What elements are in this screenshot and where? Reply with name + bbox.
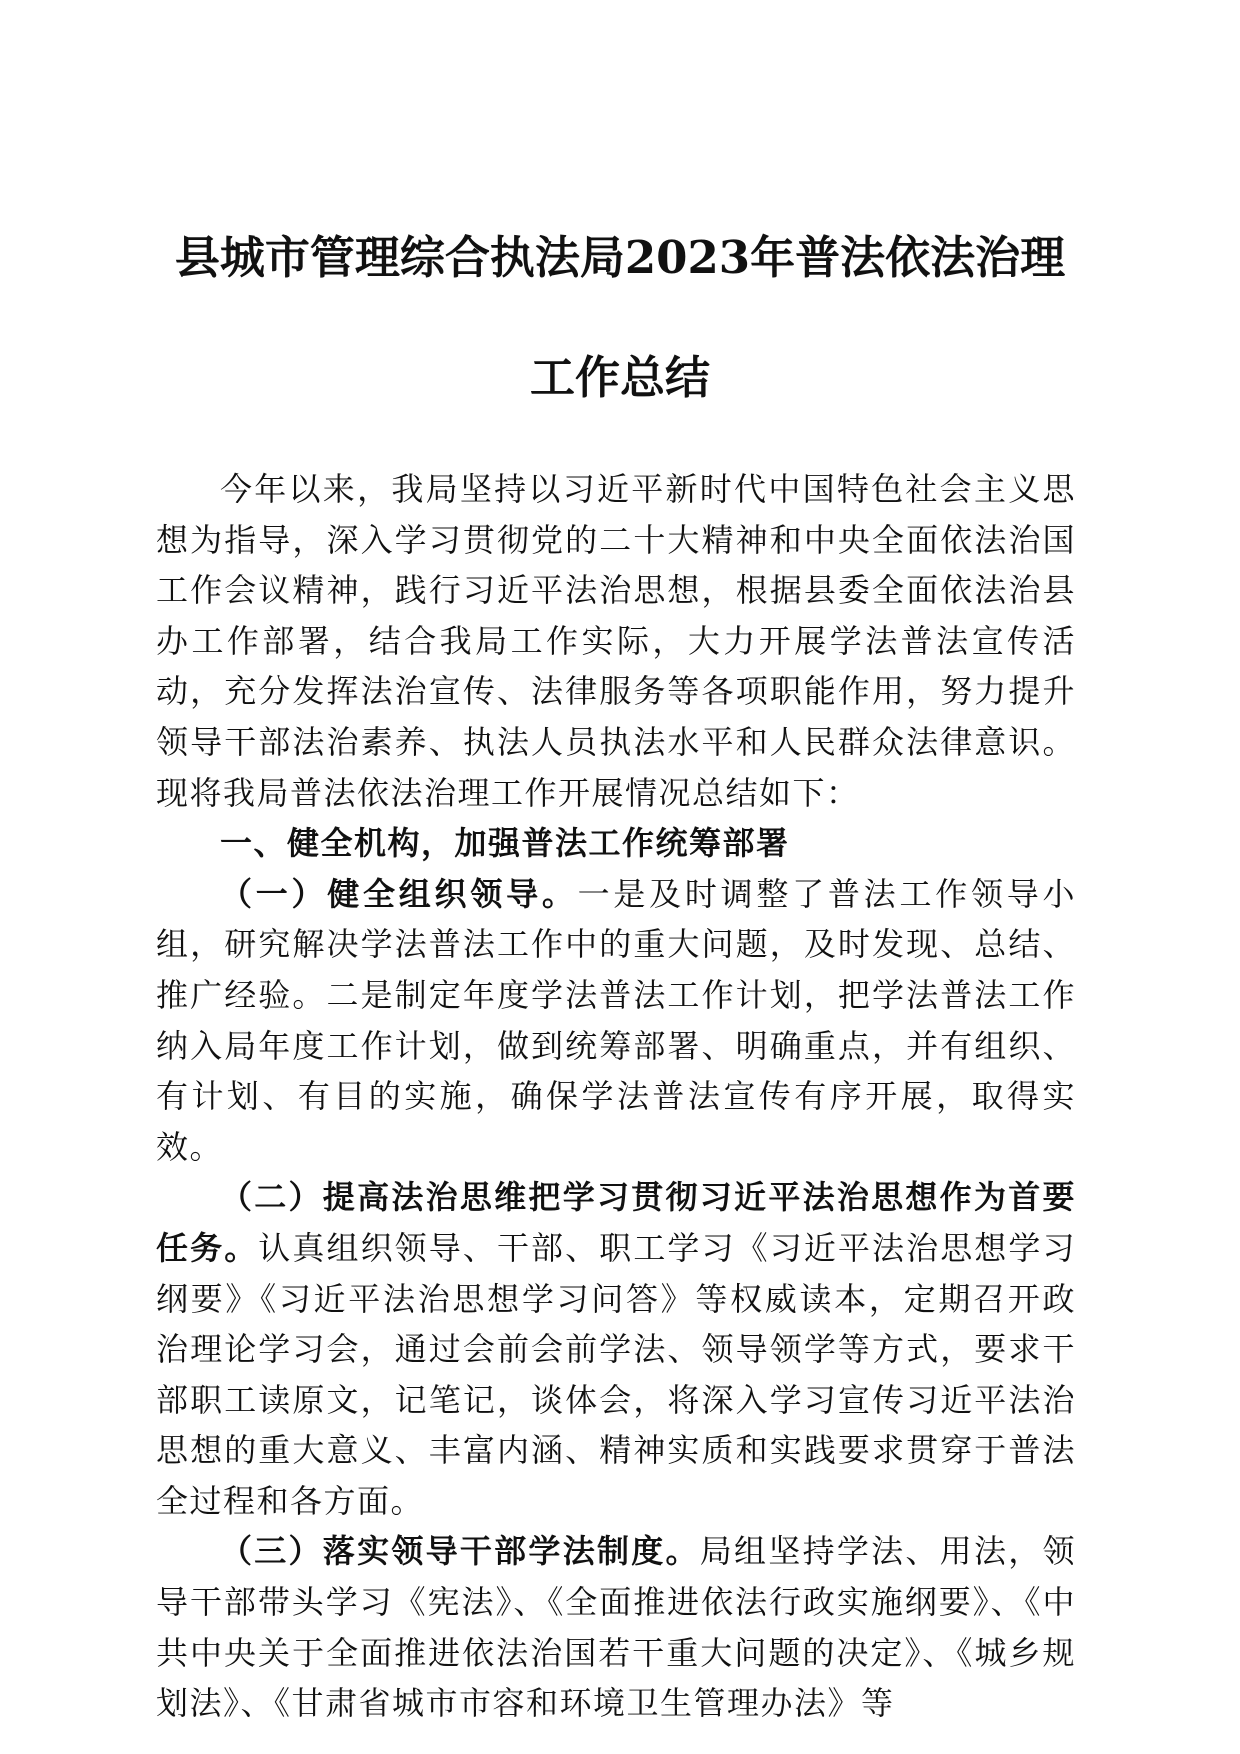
item-lead-2: （二）提高法治思维把学习贯彻习近平法治思想作为首要任务。 <box>156 1178 1076 1267</box>
item-lead-1: （一）健全组织领导。 <box>220 874 578 913</box>
document-body <box>156 464 1076 1729</box>
item-paragraph-1 <box>156 869 1076 1173</box>
item-paragraph-3 <box>156 1526 1076 1728</box>
item-lead-3: （三）落实领导干部学法制度。 <box>220 1532 700 1571</box>
intro-paragraph: 今年以来，我局坚持以习近平新时代中国特色社会主义思想为指导，深入学习贯彻党的二十大精神和中央全面依法治国工作会议精神，践行习近平法治思想，根据县委全面依法治县办工作部署，结合我局工作实际，大力开展学法普法宣传活动，充分发挥法治宣传、法律服务等各项职能作用，努力提升领导干部法治素养、执法人员执法水平和人民群众法律意识。现将我局普法依法治理工作开展情况总结如下： <box>156 470 1076 812</box>
item-text-1: 一是及时调整了普法工作领导小组，研究解决学法普法工作中的重大问题，及时发现、总结、推广经验。二是制定年度学法普法工作计划，把学法普法工作纳入局年度工作计划，做到统筹部署、明确重点，并有组织、有计划、有目的实施，确保学法普法宣传有序开展，取得实效。 <box>156 874 1076 1166</box>
item-text-2: 认真组织领导、干部、职工学习《习近平法治思想学习纲要》《习近平法治思想学习问答》等权威读本，定期召开政治理论学习会，通过会前会前学法、领导领学等方式，要求干部职工读原文，记笔记，谈体会，将深入学习宣传习近平法治思想的重大意义、丰富内涵、精神实质和实践要求贯穿于普法全过程和各方面。 <box>156 1228 1076 1520</box>
item-text-3: 局组坚持学法、用法，领导干部带头学习《宪法》、《全面推进依法行政实施纲要》、《中共中央关于全面推进依法治国若干重大问题的决定》、《城乡规划法》、《甘肃省城市市容和环境卫生管理办法》等 <box>156 1532 1076 1723</box>
item-paragraph-2 <box>156 1172 1076 1526</box>
document-title-line2: 工作总结 <box>529 351 710 404</box>
section-heading-1: 一、健全机构，加强普法工作统筹部署 <box>220 824 790 863</box>
document-title-line1: 县城市管理综合执法局2023年普法依法治理 <box>174 231 1066 284</box>
